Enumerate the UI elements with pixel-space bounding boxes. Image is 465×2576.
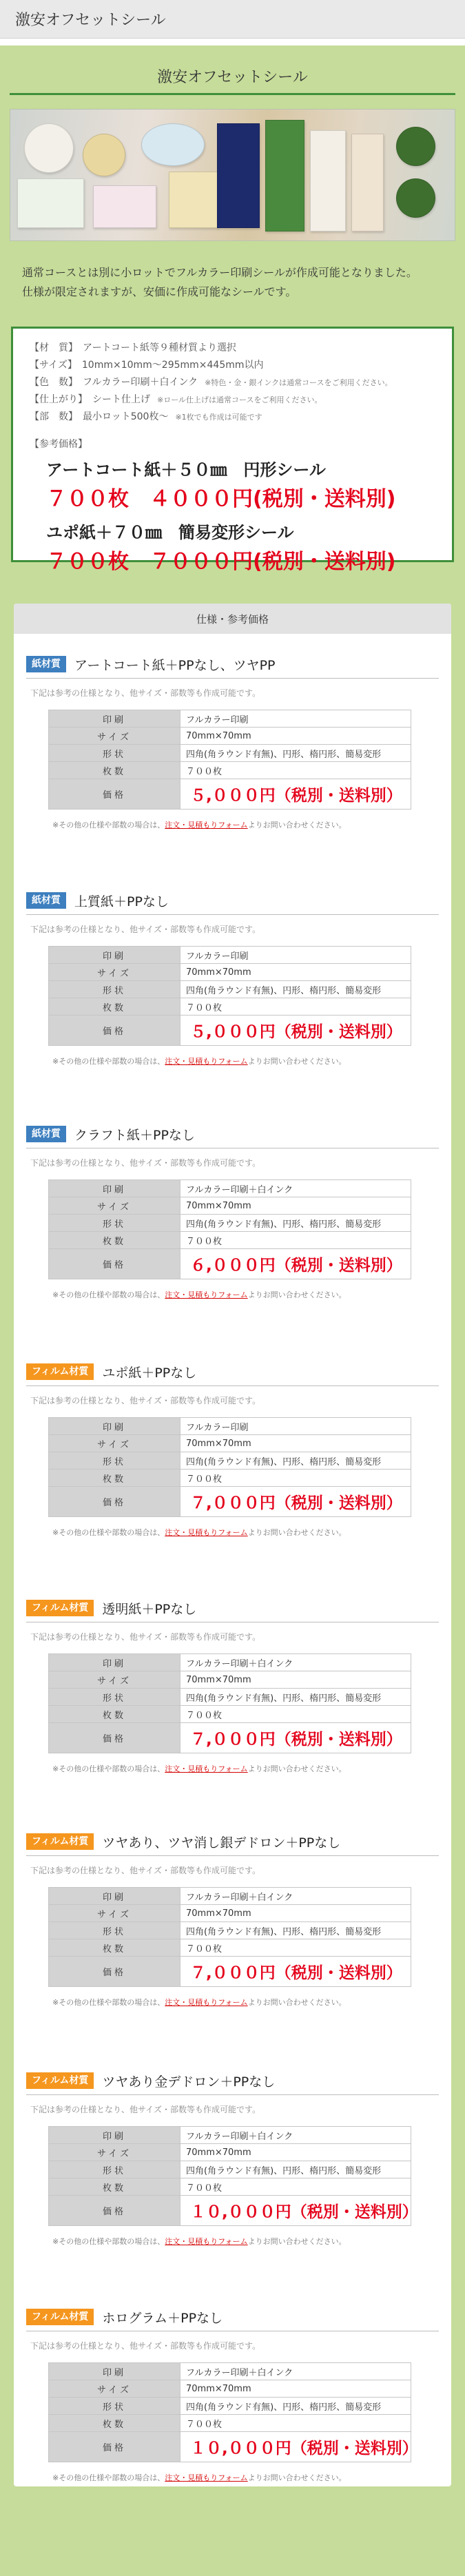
row-label: 形状 (49, 1922, 180, 1939)
order-form-link[interactable]: 注文・見積もりフォーム (165, 1764, 248, 1773)
row-label: 枚数 (49, 762, 180, 779)
spec-note: ※特色・金・銀インクは通常コースをご利用ください。 (205, 378, 393, 387)
sticker-image (93, 185, 156, 228)
product-header (26, 1358, 439, 1386)
product-section (14, 1120, 451, 1300)
reference-spec-1: アートコート紙＋５０㎜ 円形シール (46, 460, 326, 480)
product-header (26, 887, 439, 915)
product-note: 下記は参考の仕様となり、他サイズ・部数等も作成可能です。 (30, 1158, 261, 1168)
product-name: 上質紙＋PPなし (74, 894, 169, 909)
material-badge: 紙材質 (26, 1126, 66, 1142)
spec-table (48, 2362, 418, 2462)
table-row (49, 1180, 411, 1197)
product-header (26, 1594, 439, 1622)
reference-price-1: ７００枚 ４０００円(税別・送料別) (46, 487, 396, 511)
product-section (14, 1358, 451, 1538)
print-value: フルカラー印刷 (180, 947, 411, 964)
spec-note: ※1枚でも作成は可能です (175, 413, 262, 422)
product-section (14, 650, 451, 830)
product-name: ホログラム＋PPなし (102, 2310, 223, 2326)
contact-note-text: ※その他の仕様や部数の場合は、 (52, 1528, 165, 1537)
product-section (14, 2067, 451, 2247)
product-note: 下記は参考の仕様となり、他サイズ・部数等も作成可能です。 (30, 2341, 261, 2351)
product-list (14, 650, 451, 2483)
table-row (49, 1452, 411, 1470)
product-header (26, 2303, 439, 2331)
row-label: サイズ (49, 1905, 180, 1922)
contact-note-text: ※その他の仕様や部数の場合は、 (52, 1290, 165, 1299)
table-row (49, 1888, 411, 1905)
contact-note (52, 2236, 439, 2247)
table-row (49, 2380, 411, 2398)
row-label: 価格 (49, 2196, 180, 2226)
row-label: サイズ (49, 1671, 180, 1689)
quantity-value: ７００枚 (180, 1706, 411, 1723)
row-label: 印刷 (49, 2363, 180, 2380)
price-value: １０,０００円（税別・送料別） (180, 2432, 411, 2462)
product-note: 下記は参考の仕様となり、他サイズ・部数等も作成可能です。 (30, 2105, 261, 2114)
spec-text: アートコート紙等９種材質より選択 (83, 342, 237, 353)
size-value: 70mm×70mm (180, 1197, 411, 1215)
spec-table (48, 2126, 418, 2226)
size-value: 70mm×70mm (180, 1671, 411, 1689)
spec-text: 10mm×10mm〜295mm×445mm以内 (81, 360, 264, 371)
size-value: 70mm×70mm (180, 964, 411, 981)
table-row (49, 1487, 411, 1517)
reference-price-heading: 【参考価格】 (30, 439, 87, 450)
shape-value: 四角(角ラウンド有無)、円形、楕円形、簡易変形 (180, 1689, 411, 1706)
table-row (49, 1689, 411, 1706)
product-name: クラフト紙＋PPなし (74, 1127, 195, 1143)
sticker-image (396, 127, 435, 166)
print-value: フルカラー印刷＋白インク (180, 1654, 411, 1671)
quantity-value: ７００枚 (180, 2415, 411, 2432)
product-name: ユポ紙＋PPなし (102, 1365, 197, 1381)
quantity-value: ７００枚 (180, 1470, 411, 1487)
contact-note-text: ※その他の仕様や部数の場合は、 (52, 1764, 165, 1773)
row-label: 印刷 (49, 1888, 180, 1905)
material-badge: 紙材質 (26, 892, 66, 909)
table-row (49, 2415, 411, 2432)
spec-table (48, 946, 411, 1046)
product-note: 下記は参考の仕様となり、他サイズ・部数等も作成可能です。 (30, 688, 261, 698)
quantity-value: ７００枚 (180, 1939, 411, 1957)
row-label: 印刷 (49, 1654, 180, 1671)
table-row (49, 1249, 411, 1279)
content-area (0, 45, 465, 2576)
product-name: ツヤあり、ツヤ消し銀デドロン＋PPなし (102, 1835, 341, 1851)
spec-table (48, 1887, 411, 1987)
product-section (14, 887, 451, 1067)
sticker-image (83, 134, 125, 176)
product-name: アートコート紙＋PPなし、ツヤPP (74, 657, 276, 673)
material-badge: フィルム材質 (26, 1600, 94, 1616)
contact-note-text: よりお問い合わせください。 (247, 821, 347, 830)
product-header (26, 1828, 439, 1856)
row-label: 印刷 (49, 1418, 180, 1435)
spec-table (48, 1179, 411, 1279)
spec-label: 【色 数】 (30, 377, 73, 388)
material-badge: フィルム材質 (26, 1833, 94, 1850)
row-label: 形状 (49, 2161, 180, 2178)
row-label: 形状 (49, 2398, 180, 2415)
shape-value: 四角(角ラウンド有無)、円形、楕円形、簡易変形 (180, 1452, 411, 1470)
table-row (49, 2178, 411, 2196)
page-title: 激安オフセットシール (0, 0, 465, 39)
row-label: 枚数 (49, 1470, 180, 1487)
table-row (49, 1215, 411, 1232)
contact-note-text: ※その他の仕様や部数の場合は、 (52, 2473, 165, 2482)
reference-spec-2: ユポ紙＋７０㎜ 簡易変形シール (46, 523, 294, 542)
row-label: 価格 (49, 1723, 180, 1753)
table-row (49, 1016, 411, 1046)
quantity-value: ７００枚 (180, 998, 411, 1016)
shape-value: 四角(角ラウンド有無)、円形、楕円形、簡易変形 (180, 2398, 411, 2415)
product-section (14, 2303, 451, 2483)
table-row (49, 762, 411, 779)
row-label: 形状 (49, 1452, 180, 1470)
table-row (49, 728, 411, 745)
row-label: 印刷 (49, 2127, 180, 2144)
print-value: フルカラー印刷＋白インク (180, 2127, 411, 2144)
sticker-image (217, 123, 260, 228)
size-value: 70mm×70mm (180, 2380, 411, 2398)
spec-text: 最小ロット500枚〜 (83, 411, 169, 422)
row-label: 枚数 (49, 2178, 180, 2196)
table-row (49, 2432, 411, 2462)
row-label: 枚数 (49, 1706, 180, 1723)
table-row (49, 1197, 411, 1215)
price-value: ６,０００円（税別・送料別） (180, 1249, 411, 1279)
product-section (14, 1594, 451, 1774)
row-label: 価格 (49, 779, 180, 810)
spec-line-quantity (30, 409, 435, 426)
spec-line-finish (30, 391, 435, 409)
material-badge: フィルム材質 (26, 2309, 94, 2325)
product-section (14, 1828, 451, 2008)
table-row (49, 947, 411, 964)
spec-label: 【サイズ】 (30, 360, 72, 371)
contact-note-text: ※その他の仕様や部数の場合は、 (52, 1998, 165, 2007)
product-header (26, 1120, 439, 1148)
contact-note (52, 1527, 439, 1538)
shape-value: 四角(角ラウンド有無)、円形、楕円形、簡易変形 (180, 1922, 411, 1939)
contact-note-text: ※その他の仕様や部数の場合は、 (52, 2237, 165, 2246)
order-form-link[interactable]: 注文・見積もりフォーム (165, 1998, 248, 2007)
table-row (49, 2363, 411, 2380)
row-label: 形状 (49, 981, 180, 998)
spec-note: ※ロール仕上げは通常コースをご利用ください。 (157, 395, 322, 404)
price-value: ７,０００円（税別・送料別） (180, 1957, 411, 1987)
contact-note-text: よりお問い合わせください。 (247, 1057, 347, 1066)
spec-line-material (30, 340, 435, 357)
price-value: １０,０００円（税別・送料別） (180, 2196, 411, 2226)
spec-table (48, 1417, 411, 1517)
reference-price-2: ７００枚 ７０００円(税別・送料別) (46, 550, 396, 574)
table-row (49, 1418, 411, 1435)
row-label: 枚数 (49, 1232, 180, 1249)
table-row (49, 1671, 411, 1689)
row-label: 形状 (49, 1689, 180, 1706)
spec-text: シート仕上げ (92, 394, 150, 405)
contact-note-text: よりお問い合わせください。 (247, 2237, 347, 2246)
row-label: 印刷 (49, 1180, 180, 1197)
product-header (26, 650, 439, 679)
product-header (26, 2067, 439, 2095)
spec-table (48, 1653, 411, 1753)
sticker-image (17, 178, 84, 228)
print-value: フルカラー印刷 (180, 1418, 411, 1435)
table-row (49, 964, 411, 981)
quantity-value: ７００枚 (180, 1232, 411, 1249)
order-form-link[interactable]: 注文・見積もりフォーム (165, 1528, 248, 1537)
table-row (49, 2196, 411, 2226)
row-label: 価格 (49, 2432, 180, 2462)
row-label: サイズ (49, 1435, 180, 1452)
spec-text: フルカラー印刷＋白インク (83, 377, 198, 388)
sticker-image (24, 123, 74, 173)
spec-table (48, 710, 411, 810)
table-row (49, 1435, 411, 1452)
order-form-link[interactable]: 注文・見積もりフォーム (165, 2473, 248, 2482)
contact-note (52, 1055, 439, 1067)
table-row (49, 2127, 411, 2144)
contact-note-text: よりお問い合わせください。 (247, 1290, 347, 1299)
order-form-link[interactable]: 注文・見積もりフォーム (165, 1057, 248, 1066)
spec-line-size (30, 357, 435, 374)
table-row (49, 1905, 411, 1922)
sticker-image (351, 134, 384, 231)
row-label: 価格 (49, 1249, 180, 1279)
table-row (49, 1654, 411, 1671)
price-value: ７,０００円（税別・送料別） (180, 1723, 411, 1753)
product-note: 下記は参考の仕様となり、他サイズ・部数等も作成可能です。 (30, 925, 261, 934)
contact-note-text: ※その他の仕様や部数の場合は、 (52, 1057, 165, 1066)
table-row (49, 2398, 411, 2415)
row-label: サイズ (49, 964, 180, 981)
contact-note-text: よりお問い合わせください。 (247, 1998, 347, 2007)
print-value: フルカラー印刷＋白インク (180, 1180, 411, 1197)
contact-note-text: よりお問い合わせください。 (247, 2473, 347, 2482)
row-label: 形状 (49, 1215, 180, 1232)
spec-label: 【材 質】 (30, 342, 73, 353)
shape-value: 四角(角ラウンド有無)、円形、楕円形、簡易変形 (180, 1215, 411, 1232)
shape-value: 四角(角ラウンド有無)、円形、楕円形、簡易変形 (180, 745, 411, 762)
spec-line-colors (30, 374, 435, 391)
table-row (49, 1939, 411, 1957)
row-label: サイズ (49, 2144, 180, 2161)
print-value: フルカラー印刷＋白インク (180, 1888, 411, 1905)
spec-label: 【仕上がり】 (30, 394, 83, 405)
product-note: 下記は参考の仕様となり、他サイズ・部数等も作成可能です。 (30, 1866, 261, 1875)
sticker-image (265, 120, 304, 231)
row-label: 印刷 (49, 947, 180, 964)
table-row (49, 1232, 411, 1249)
table-row (49, 1922, 411, 1939)
table-row (49, 998, 411, 1016)
intro-line: 仕様が限定されますが、安価に作成可能なシールです。 (22, 285, 297, 298)
order-form-link[interactable]: 注文・見積もりフォーム (165, 2237, 248, 2246)
price-value: ７,０００円（税別・送料別） (180, 1487, 411, 1517)
price-panel (14, 604, 451, 2486)
size-value: 70mm×70mm (180, 728, 411, 745)
row-label: 枚数 (49, 2415, 180, 2432)
size-value: 70mm×70mm (180, 2144, 411, 2161)
material-badge: フィルム材質 (26, 1363, 94, 1380)
hero-heading (10, 45, 455, 95)
sticker-image (310, 130, 346, 231)
hero-heading-text: 激安オフセットシール (157, 69, 308, 86)
intro-text (10, 263, 455, 302)
price-value: ５,０００円（税別・送料別） (180, 1016, 411, 1046)
table-row (49, 745, 411, 762)
contact-note-text: よりお問い合わせください。 (247, 1764, 347, 1773)
table-row (49, 2144, 411, 2161)
product-name: 透明紙＋PPなし (102, 1601, 197, 1617)
material-badge: フィルム材質 (26, 2072, 94, 2089)
shape-value: 四角(角ラウンド有無)、円形、楕円形、簡易変形 (180, 2161, 411, 2178)
print-value: フルカラー印刷＋白インク (180, 2363, 411, 2380)
table-row (49, 1706, 411, 1723)
table-row (49, 1957, 411, 1987)
sticker-image (396, 178, 435, 218)
row-label: 価格 (49, 1016, 180, 1046)
panel-title: 仕様・参考価格 (14, 604, 451, 634)
order-form-link[interactable]: 注文・見積もりフォーム (165, 821, 248, 830)
contact-note (52, 2472, 439, 2483)
table-row (49, 710, 411, 728)
row-label: 形状 (49, 745, 180, 762)
sticker-photo (10, 109, 455, 241)
table-row (49, 2161, 411, 2178)
contact-note-text: よりお問い合わせください。 (247, 1528, 347, 1537)
table-row (49, 779, 411, 810)
table-row (49, 981, 411, 998)
contact-note (52, 1289, 439, 1300)
contact-note-text: ※その他の仕様や部数の場合は、 (52, 821, 165, 830)
row-label: 枚数 (49, 1939, 180, 1957)
spec-label: 【部 数】 (30, 411, 73, 422)
row-label: サイズ (49, 728, 180, 745)
row-label: サイズ (49, 1197, 180, 1215)
order-form-link[interactable]: 注文・見積もりフォーム (165, 1290, 248, 1299)
row-label: 印刷 (49, 710, 180, 728)
contact-note (52, 1763, 439, 1774)
shape-value: 四角(角ラウンド有無)、円形、楕円形、簡易変形 (180, 981, 411, 998)
print-value: フルカラー印刷 (180, 710, 411, 728)
product-note: 下記は参考の仕様となり、他サイズ・部数等も作成可能です。 (30, 1632, 261, 1642)
product-note: 下記は参考の仕様となり、他サイズ・部数等も作成可能です。 (30, 1396, 261, 1405)
sticker-image (169, 172, 218, 228)
row-label: サイズ (49, 2380, 180, 2398)
size-value: 70mm×70mm (180, 1905, 411, 1922)
contact-note (52, 819, 439, 830)
row-label: 価格 (49, 1487, 180, 1517)
material-badge: 紙材質 (26, 656, 66, 672)
product-name: ツヤあり金デドロン＋PPなし (102, 2074, 276, 2090)
spec-summary-box (11, 327, 454, 574)
price-value: ５,０００円（税別・送料別） (180, 779, 411, 810)
contact-note (52, 1997, 439, 2008)
row-label: 枚数 (49, 998, 180, 1016)
sticker-image (141, 123, 205, 166)
table-row (49, 1723, 411, 1753)
table-row (49, 1470, 411, 1487)
size-value: 70mm×70mm (180, 1435, 411, 1452)
intro-line: 通常コースとは別に小ロットでフルカラー印刷シールが作成可能となりました。 (22, 266, 417, 279)
row-label: 価格 (49, 1957, 180, 1987)
quantity-value: ７００枚 (180, 2178, 411, 2196)
quantity-value: ７００枚 (180, 762, 411, 779)
